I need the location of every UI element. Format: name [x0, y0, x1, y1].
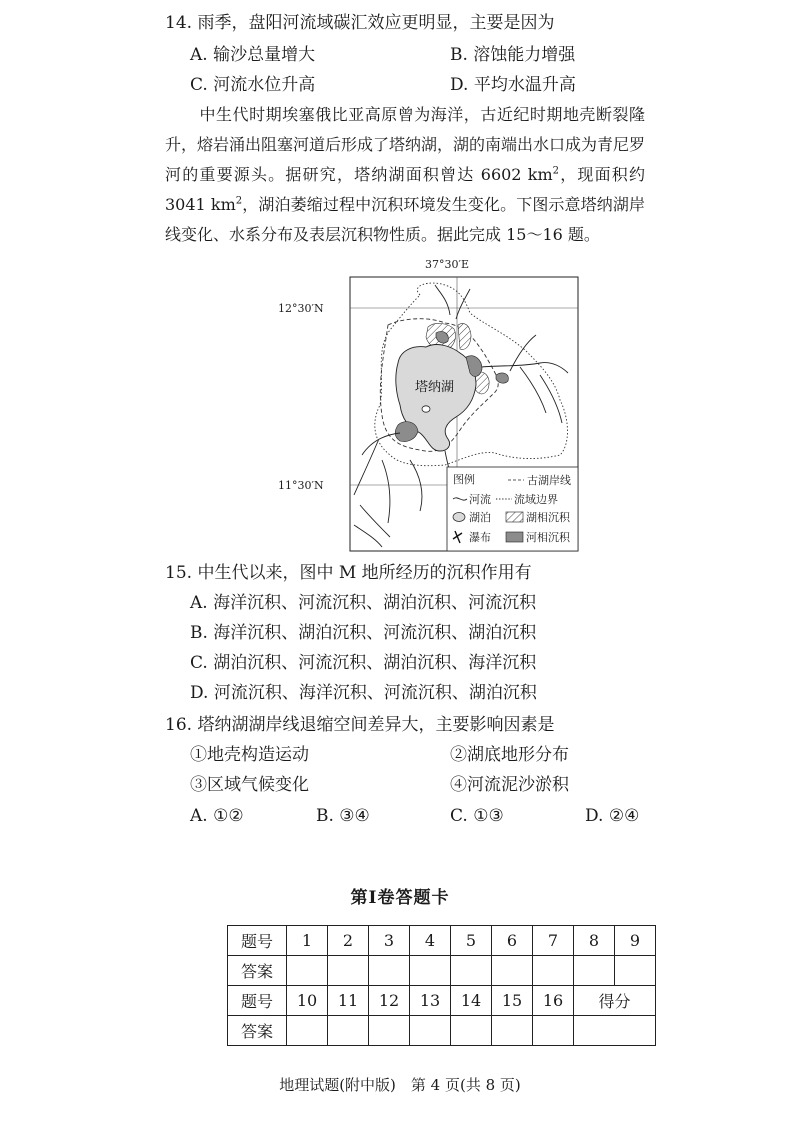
q15-stem: 15. 中生代以来，图中 M 地所经历的沉积作用有	[165, 563, 532, 583]
q16-option-c: C. ①③	[450, 806, 504, 826]
lacustrine-deposit-northeast	[458, 323, 471, 349]
answer-cell[interactable]	[492, 1016, 533, 1046]
legend-lacustrine-swatch	[506, 512, 523, 522]
legend-fluvial-label: 河相沉积	[526, 531, 570, 544]
score-cell[interactable]	[574, 1016, 656, 1046]
question-number: 6	[492, 926, 533, 956]
legend-lacustrine-label: 湖相沉积	[526, 511, 570, 524]
legend-lake-swatch	[453, 513, 465, 522]
island-marker	[422, 406, 430, 412]
answer-cell[interactable]	[369, 956, 410, 986]
passage-text-b: ，现面积约 3041 km	[165, 165, 645, 214]
question-number: 11	[328, 986, 369, 1016]
q14-option-c: C. 河流水位升高	[190, 75, 316, 95]
legend-river-label: 河流	[469, 493, 491, 506]
fluvial-deposit-far-east	[496, 373, 508, 383]
river	[482, 363, 568, 373]
superscript: 2	[235, 195, 243, 207]
q15-option-c: C. 湖泊沉积、河流沉积、湖泊沉积、海洋沉积	[190, 653, 537, 673]
table-row	[228, 926, 656, 956]
question-number: 3	[369, 926, 410, 956]
question-number: 15	[492, 986, 533, 1016]
question-number: 4	[410, 926, 451, 956]
river	[362, 433, 400, 455]
answer-cell[interactable]	[533, 956, 574, 986]
table-row	[228, 986, 656, 1016]
answer-cell[interactable]	[492, 956, 533, 986]
table-row	[228, 1016, 656, 1046]
answer-cell[interactable]	[574, 956, 615, 986]
lake-name-label: 塔纳湖	[415, 380, 455, 395]
river	[382, 460, 390, 523]
lat-top-label: 12°30′N	[278, 302, 324, 315]
q14-option-d: D. 平均水温升高	[450, 75, 576, 95]
question-number: 5	[451, 926, 492, 956]
q16-item-1: ①地壳构造运动	[190, 745, 309, 765]
answer-cell[interactable]	[410, 956, 451, 986]
page-footer: 地理试题(附中版) 第 4 页(共 8 页)	[279, 1076, 521, 1094]
legend-lake-label: 湖泊	[469, 511, 491, 524]
header-label: 题号	[228, 986, 287, 1016]
river	[520, 367, 546, 413]
question-number: 13	[410, 986, 451, 1016]
question-number: 8	[574, 926, 615, 956]
q14-option-b: B. 溶蚀能力增强	[450, 45, 576, 65]
answer-cell[interactable]	[410, 1016, 451, 1046]
longitude-label: 37°30′E	[425, 258, 470, 271]
q16-option-a: A. ①②	[190, 806, 244, 826]
river	[435, 285, 450, 315]
fluvial-deposit-southwest	[395, 422, 418, 442]
legend-title: 图例	[453, 473, 475, 486]
answer-cell[interactable]	[287, 1016, 328, 1046]
legend-waterfall-label: 瀑布	[469, 531, 491, 544]
lat-bottom-label: 11°30′N	[278, 479, 324, 492]
answer-cell[interactable]	[287, 956, 328, 986]
legend-fluvial-swatch	[506, 532, 523, 542]
question-number: 16	[533, 986, 574, 1016]
table-row	[228, 956, 656, 986]
answer-cell[interactable]	[615, 956, 656, 986]
answer-card-table	[227, 925, 656, 1046]
q16-item-4: ④河流泥沙淤积	[450, 775, 569, 795]
answer-cell[interactable]	[451, 956, 492, 986]
map-legend	[447, 467, 578, 551]
q16-option-b: B. ③④	[316, 806, 370, 826]
answer-card-title: 第Ⅰ卷答题卡	[350, 888, 450, 908]
answer-cell[interactable]	[451, 1016, 492, 1046]
question-number: 10	[287, 986, 328, 1016]
score-label: 得分	[574, 986, 656, 1016]
question-number: 2	[328, 926, 369, 956]
question-number: 1	[287, 926, 328, 956]
answer-cell[interactable]	[533, 1016, 574, 1046]
question-number: 9	[615, 926, 656, 956]
q15-option-d: D. 河流沉积、海洋沉积、河流沉积、湖泊沉积	[190, 683, 537, 703]
q16-stem: 16. 塔纳湖湖岸线退缩空间差异大，主要影响因素是	[165, 715, 555, 735]
superscript: 2	[552, 165, 560, 177]
q16-item-2: ②湖底地形分布	[450, 745, 569, 765]
passage	[165, 100, 645, 250]
passage-text-a: 中生代时期埃塞俄比亚高原曾为海洋，古近纪时期地壳断裂隆升，熔岩涌出阻塞河道后形成了塔纳湖，湖的南端出水口成为青尼罗河的重要源头。据研究，塔纳湖面积曾达 6602 km	[165, 105, 646, 184]
q14-stem: 14. 雨季，盘阳河流域碳汇效应更明显，主要是因为	[165, 13, 555, 33]
q15-option-a: A. 海洋沉积、河流沉积、湖泊沉积、河流沉积	[190, 593, 537, 613]
answer-label: 答案	[228, 956, 287, 986]
passage-text-c: ，湖泊萎缩过程中沉积环境发生变化。下图示意塔纳湖岸线变化、水系分布及表层沉积物性质。据此完成 15～16 题。	[165, 195, 645, 244]
question-number: 14	[451, 986, 492, 1016]
tana-lake-map	[270, 255, 590, 560]
river	[354, 525, 382, 547]
question-number: 12	[369, 986, 410, 1016]
answer-cell[interactable]	[328, 1016, 369, 1046]
q16-item-3: ③区域气候变化	[190, 775, 309, 795]
answer-cell[interactable]	[369, 1016, 410, 1046]
q15-option-b: B. 海洋沉积、湖泊沉积、河流沉积、湖泊沉积	[190, 623, 537, 643]
q16-option-d: D. ②④	[585, 806, 640, 826]
q14-option-a: A. 输沙总量增大	[190, 45, 316, 65]
answer-label: 答案	[228, 1016, 287, 1046]
answer-cell[interactable]	[328, 956, 369, 986]
river	[456, 289, 470, 319]
river	[410, 460, 422, 511]
question-number: 7	[533, 926, 574, 956]
legend-ancient-shore-label: 古湖岸线	[527, 474, 571, 487]
river	[540, 375, 562, 423]
header-label: 题号	[228, 926, 287, 956]
legend-basin-label: 流域边界	[514, 493, 558, 506]
